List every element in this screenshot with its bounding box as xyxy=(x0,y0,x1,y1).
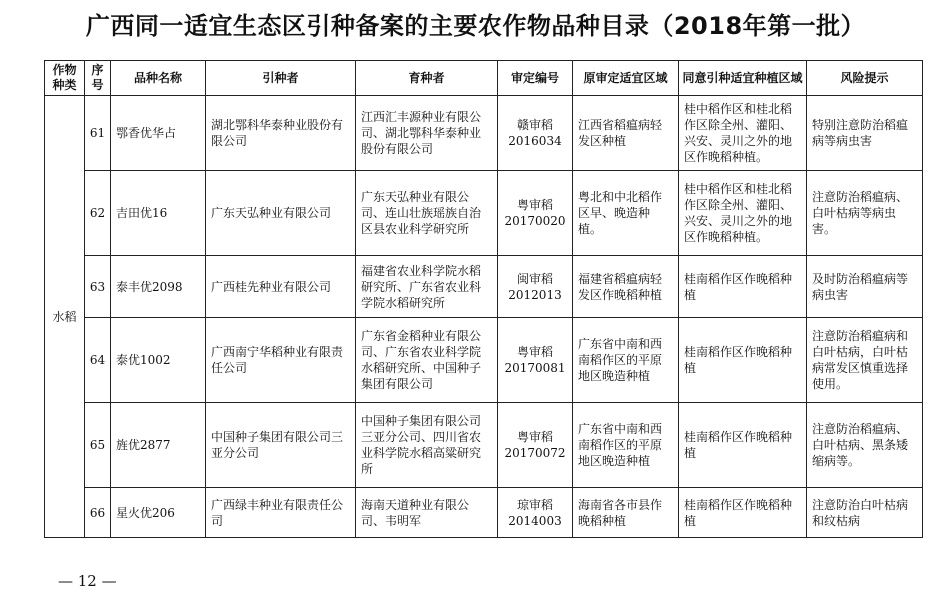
original-region: 广东省中南和西南稻作区的平原地区晚造种植 xyxy=(573,318,679,403)
introducer: 广西南宁华稻种业有限责任公司 xyxy=(206,318,356,403)
table-header-row xyxy=(45,61,923,96)
header-risk: 风险提示 xyxy=(807,61,923,96)
row-number: 64 xyxy=(85,318,111,403)
breeder: 海南天道种业有限公司、韦明军 xyxy=(356,488,498,538)
variety-name: 旌优2877 xyxy=(111,403,206,488)
variety-name: 星火优206 xyxy=(111,488,206,538)
header-introducer: 引种者 xyxy=(206,61,356,96)
crop-type-cell: 水稻 xyxy=(45,96,85,538)
risk-note: 注意防治白叶枯病和纹枯病 xyxy=(807,488,923,538)
header-breeder: 育种者 xyxy=(356,61,498,96)
table-row xyxy=(45,256,923,318)
original-region: 粤北和中北稻作区早、晚造种植。 xyxy=(573,171,679,256)
row-number: 62 xyxy=(85,171,111,256)
approval-number: 赣审稻2016034 xyxy=(498,96,573,171)
original-region: 江西省稻瘟病轻发区种植 xyxy=(573,96,679,171)
table-row xyxy=(45,96,923,171)
variety-name: 吉田优16 xyxy=(111,171,206,256)
variety-table xyxy=(44,60,923,538)
row-number: 65 xyxy=(85,403,111,488)
risk-note: 特别注意防治稻瘟病等病虫害 xyxy=(807,96,923,171)
approval-number: 粤审稻20170072 xyxy=(498,403,573,488)
header-number: 序号 xyxy=(85,61,111,96)
original-region: 福建省稻瘟病轻发区作晚稻种植 xyxy=(573,256,679,318)
variety-name: 泰丰优2098 xyxy=(111,256,206,318)
intro-region: 桂中稻作区和桂北稻作区除全州、灌阳、兴安、灵川之外的地区作晚稻种植。 xyxy=(679,96,807,171)
row-number: 63 xyxy=(85,256,111,318)
original-region: 海南省各市县作晚稻种植 xyxy=(573,488,679,538)
introducer: 广西绿丰种业有限责任公司 xyxy=(206,488,356,538)
document-title: 广西同一适宜生态区引种备案的主要农作物品种目录（2018年第一批） xyxy=(85,12,866,40)
header-variety: 品种名称 xyxy=(111,61,206,96)
approval-number: 闽审稻2012013 xyxy=(498,256,573,318)
introducer: 中国种子集团有限公司三亚分公司 xyxy=(206,403,356,488)
risk-note: 注意防治稻瘟病、白叶枯病、黑条矮缩病等。 xyxy=(807,403,923,488)
approval-number: 粤审稻20170020 xyxy=(498,171,573,256)
table-row xyxy=(45,318,923,403)
intro-region: 桂南稻作区作晚稻种植 xyxy=(679,318,807,403)
breeder: 江西汇丰源种业有限公司、湖北鄂科华泰种业股份有限公司 xyxy=(356,96,498,171)
header-intro-region: 同意引种适宜种植区域 xyxy=(679,61,807,96)
breeder: 福建省农业科学院水稻研究所、广东省农业科学院水稻研究所 xyxy=(356,256,498,318)
intro-region: 桂南稻作区作晚稻种植 xyxy=(679,488,807,538)
row-number: 66 xyxy=(85,488,111,538)
variety-name: 鄂香优华占 xyxy=(111,96,206,171)
header-original-region: 原审定适宜区域 xyxy=(573,61,679,96)
header-crop-type: 作物种类 xyxy=(45,61,85,96)
header-approval-number: 审定编号 xyxy=(498,61,573,96)
introducer: 湖北鄂科华泰种业股份有限公司 xyxy=(206,96,356,171)
breeder: 广东天弘种业有限公司、连山壮族瑶族自治区县农业科学研究所 xyxy=(356,171,498,256)
approval-number: 粤审稻20170081 xyxy=(498,318,573,403)
risk-note: 注意防治稻瘟病、白叶枯病等病虫害。 xyxy=(807,171,923,256)
breeder: 广东省金稻种业有限公司、广东省农业科学院水稻研究所、中国种子集团有限公司 xyxy=(356,318,498,403)
table-row xyxy=(45,171,923,256)
row-number: 61 xyxy=(85,96,111,171)
original-region: 广东省中南和西南稻作区的平原地区晚造种植 xyxy=(573,403,679,488)
page-number: — 12 — xyxy=(58,572,117,590)
variety-name: 泰优1002 xyxy=(111,318,206,403)
risk-note: 注意防治稻瘟病和白叶枯病，白叶枯病常发区慎重选择使用。 xyxy=(807,318,923,403)
risk-note: 及时防治稻瘟病等病虫害 xyxy=(807,256,923,318)
introducer: 广东天弘种业有限公司 xyxy=(206,171,356,256)
intro-region: 桂南稻作区作晚稻种植 xyxy=(679,403,807,488)
breeder: 中国种子集团有限公司三亚分公司、四川省农业科学院水稻高粱研究所 xyxy=(356,403,498,488)
intro-region: 桂中稻作区和桂北稻作区除全州、灌阳、兴安、灵川之外的地区作晚稻种植。 xyxy=(679,171,807,256)
table-row xyxy=(45,403,923,488)
intro-region: 桂南稻作区作晚稻种植 xyxy=(679,256,807,318)
approval-number: 琼审稻2014003 xyxy=(498,488,573,538)
table-row xyxy=(45,488,923,538)
introducer: 广西桂先种业有限公司 xyxy=(206,256,356,318)
